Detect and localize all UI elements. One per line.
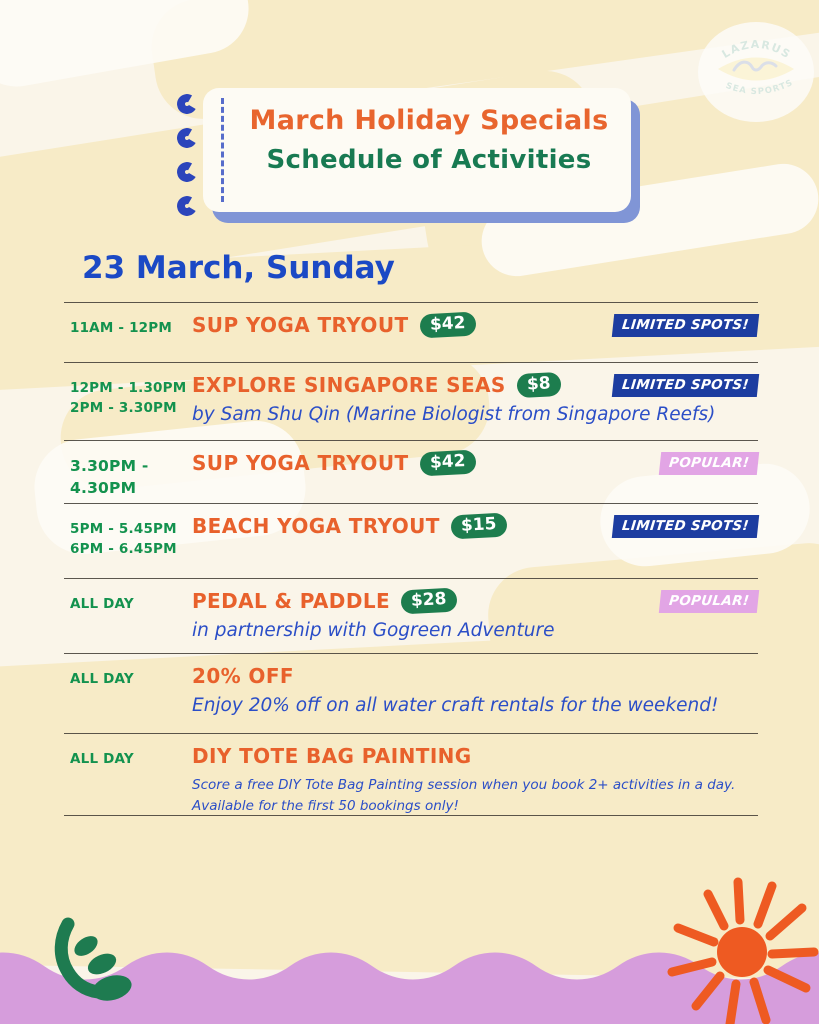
activity-title: SUP YOGA TRYOUT <box>192 451 409 475</box>
schedule-row-discount <box>64 653 758 733</box>
activity-title: EXPLORE SINGAPORE SEAS <box>192 373 506 397</box>
notebook-dashed-line <box>221 98 224 202</box>
time-line: 6PM - 6.45PM <box>70 540 177 557</box>
time-line: 5PM - 5.45PM <box>70 521 177 537</box>
activity-time <box>70 589 192 653</box>
time-line: ALL DAY <box>70 671 134 687</box>
note-line: Score a free DIY Tote Bag Painting session when you book 2+ activities in a day. <box>192 777 736 793</box>
schedule-row-tote-bag <box>64 733 758 815</box>
poster-subtitle: Schedule of Activities <box>266 145 592 175</box>
activity-title: SUP YOGA TRYOUT <box>192 313 409 337</box>
schedule-row-pedal-paddle <box>64 578 758 653</box>
price-badge: $42 <box>419 450 476 477</box>
seaweed-icon <box>28 912 138 1024</box>
activity-time <box>70 744 192 815</box>
time-line: ALL DAY <box>70 596 134 612</box>
price-badge: $15 <box>450 513 507 540</box>
activity-subtitle: by Sam Shu Qin (Marine Biologist from Singapore Reefs) <box>192 404 716 425</box>
schedule-table <box>64 302 758 816</box>
activity-title: 20% OFF <box>192 664 294 688</box>
poster-title: March Holiday Specials <box>249 105 609 136</box>
logo-background-blob <box>698 22 814 122</box>
popular-badge: POPULAR! <box>659 590 760 613</box>
limited-spots-badge: LIMITED SPOTS! <box>612 374 759 397</box>
time-line: 11AM - 12PM <box>70 320 172 336</box>
schedule-row-explore-seas <box>64 362 758 440</box>
activity-time <box>70 664 192 733</box>
sun-icon <box>660 872 819 1024</box>
limited-spots-badge: LIMITED SPOTS! <box>612 314 759 337</box>
price-badge: $42 <box>419 312 476 339</box>
activity-subtitle: Enjoy 20% off on all water craft rentals for the weekend! <box>192 695 719 716</box>
popular-badge: POPULAR! <box>659 452 760 475</box>
activity-time <box>70 373 192 440</box>
time-line: 4.30PM <box>70 479 137 498</box>
activity-time <box>70 451 192 503</box>
header-card <box>203 88 631 212</box>
time-line: 2PM - 3.30PM <box>70 399 177 416</box>
schedule-row-sup-yoga-1 <box>64 302 758 362</box>
date-heading: 23 March, Sunday <box>82 250 395 286</box>
activity-note <box>192 775 752 817</box>
schedule-row-sup-yoga-2 <box>64 440 758 503</box>
activity-subtitle: in partnership with Gogreen Adventure <box>192 620 555 641</box>
lazarus-sea-sports-logo <box>706 28 806 112</box>
activity-time <box>70 313 192 362</box>
note-line: Available for the first 50 bookings only! <box>192 797 459 814</box>
time-line: 3.30PM - <box>70 457 149 475</box>
activity-title: DIY TOTE BAG PAINTING <box>192 744 472 768</box>
activity-title: PEDAL & PADDLE <box>192 589 391 613</box>
time-line: 12PM - 1.30PM <box>70 380 187 396</box>
limited-spots-badge: LIMITED SPOTS! <box>612 515 759 538</box>
activity-time <box>70 514 192 578</box>
activity-title: BEACH YOGA TRYOUT <box>192 514 440 538</box>
price-badge: $8 <box>516 372 561 398</box>
time-line: ALL DAY <box>70 751 134 767</box>
schedule-row-beach-yoga <box>64 503 758 578</box>
price-badge: $28 <box>400 588 457 615</box>
